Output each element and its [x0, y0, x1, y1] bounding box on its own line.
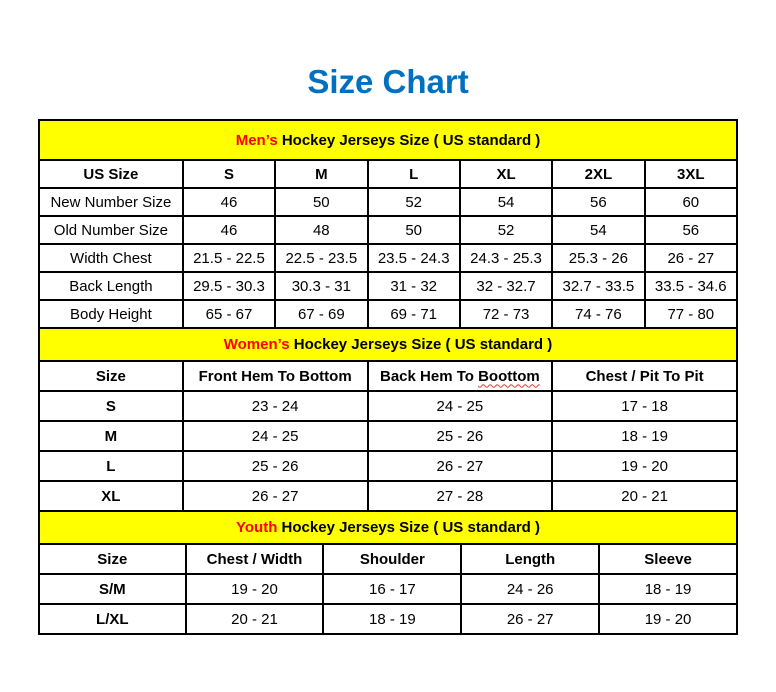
- womens-section-band: [39, 328, 737, 361]
- mens-size-table: [38, 119, 738, 329]
- column-header: 2XL: [552, 160, 644, 188]
- data-cell: 31 - 32: [368, 272, 460, 300]
- section-band-text: Hockey Jerseys Size ( US standard ): [277, 131, 541, 149]
- data-cell: 25 - 26: [368, 421, 553, 451]
- youth-size-table: [38, 510, 738, 635]
- data-cell: 17 - 18: [552, 391, 737, 421]
- data-cell: 26 - 27: [368, 451, 553, 481]
- table-row: [39, 188, 737, 216]
- column-header-row: [39, 160, 737, 188]
- column-header: XL: [460, 160, 552, 188]
- mens-section-band: [39, 120, 737, 160]
- table-row: [39, 481, 737, 511]
- misspelled-word: Boottom: [478, 367, 540, 385]
- row-label: Width Chest: [39, 244, 183, 272]
- section-accent-word: Women’s: [223, 336, 290, 353]
- data-cell: 21.5 - 22.5: [183, 244, 275, 272]
- data-cell: 24 - 25: [183, 421, 368, 451]
- data-cell: 18 - 19: [552, 421, 737, 451]
- data-cell: 65 - 67: [183, 300, 275, 328]
- table-row: [39, 421, 737, 451]
- column-header-text: Back Hem To: [380, 367, 479, 385]
- data-cell: 19 - 20: [552, 451, 737, 481]
- data-cell: 26 - 27: [461, 604, 599, 634]
- data-cell: 54: [552, 216, 644, 244]
- data-cell: 22.5 - 23.5: [275, 244, 367, 272]
- table-row: [39, 451, 737, 481]
- data-cell: 24 - 26: [461, 574, 599, 604]
- column-header: [368, 361, 553, 391]
- table-row: [39, 604, 737, 634]
- row-label: Old Number Size: [39, 216, 183, 244]
- data-cell: 23.5 - 24.3: [368, 244, 460, 272]
- column-header: L: [368, 160, 460, 188]
- data-cell: 33.5 - 34.6: [645, 272, 737, 300]
- page-title: Size Chart: [307, 63, 469, 100]
- data-cell: 26 - 27: [183, 481, 368, 511]
- data-cell: 52: [460, 216, 552, 244]
- data-cell: 46: [183, 216, 275, 244]
- data-cell: 67 - 69: [275, 300, 367, 328]
- table-row: [39, 272, 737, 300]
- data-cell: 26 - 27: [645, 244, 737, 272]
- row-label: New Number Size: [39, 188, 183, 216]
- data-cell: 25.3 - 26: [552, 244, 644, 272]
- data-cell: 54: [460, 188, 552, 216]
- data-cell: 24.3 - 25.3: [460, 244, 552, 272]
- table-row: [39, 574, 737, 604]
- row-label: L/XL: [39, 604, 186, 634]
- data-cell: 50: [275, 188, 367, 216]
- data-cell: 56: [645, 216, 737, 244]
- data-cell: 20 - 21: [186, 604, 324, 634]
- table-row: [39, 391, 737, 421]
- data-cell: 48: [275, 216, 367, 244]
- row-label: L: [39, 451, 183, 481]
- data-cell: 77 - 80: [645, 300, 737, 328]
- data-cell: 24 - 25: [368, 391, 553, 421]
- section-band-text: Hockey Jerseys Size ( US standard ): [277, 519, 540, 536]
- data-cell: 32 - 32.7: [460, 272, 552, 300]
- row-label: S/M: [39, 574, 186, 604]
- column-header: US Size: [39, 160, 183, 188]
- data-cell: 50: [368, 216, 460, 244]
- row-label: Body Height: [39, 300, 183, 328]
- row-label: M: [39, 421, 183, 451]
- size-chart: [38, 119, 738, 635]
- column-header: Sleeve: [599, 544, 737, 574]
- column-header: Chest / Width: [186, 544, 324, 574]
- section-band-row: [39, 120, 737, 160]
- table-row: [39, 244, 737, 272]
- row-label: Back Length: [39, 272, 183, 300]
- data-cell: 52: [368, 188, 460, 216]
- section-accent-word: Men’s: [235, 131, 278, 149]
- section-band-row: [39, 328, 737, 361]
- section-band-row: [39, 511, 737, 544]
- column-header: M: [275, 160, 367, 188]
- column-header: Size: [39, 544, 186, 574]
- youth-section-band: [39, 511, 737, 544]
- column-header: Length: [461, 544, 599, 574]
- data-cell: 27 - 28: [368, 481, 553, 511]
- table-row: [39, 216, 737, 244]
- data-cell: 23 - 24: [183, 391, 368, 421]
- section-band-text: Hockey Jerseys Size ( US standard ): [289, 336, 553, 353]
- data-cell: 16 - 17: [323, 574, 461, 604]
- table-row: [39, 300, 737, 328]
- womens-size-table: [38, 327, 738, 512]
- column-header: S: [183, 160, 275, 188]
- section-accent-word: Youth: [236, 519, 278, 536]
- row-label: XL: [39, 481, 183, 511]
- column-header-row: [39, 544, 737, 574]
- data-cell: 18 - 19: [599, 574, 737, 604]
- data-cell: 32.7 - 33.5: [552, 272, 644, 300]
- data-cell: 69 - 71: [368, 300, 460, 328]
- data-cell: 19 - 20: [599, 604, 737, 634]
- row-label: S: [39, 391, 183, 421]
- data-cell: 30.3 - 31: [275, 272, 367, 300]
- data-cell: 29.5 - 30.3: [183, 272, 275, 300]
- data-cell: 18 - 19: [323, 604, 461, 634]
- data-cell: 60: [645, 188, 737, 216]
- column-header: 3XL: [645, 160, 737, 188]
- column-header: Size: [39, 361, 183, 391]
- column-header: Front Hem To Bottom: [183, 361, 368, 391]
- data-cell: 46: [183, 188, 275, 216]
- data-cell: 72 - 73: [460, 300, 552, 328]
- column-header: Chest / Pit To Pit: [552, 361, 737, 391]
- column-header: Shoulder: [323, 544, 461, 574]
- data-cell: 20 - 21: [552, 481, 737, 511]
- data-cell: 56: [552, 188, 644, 216]
- data-cell: 19 - 20: [186, 574, 324, 604]
- column-header-row: [39, 361, 737, 391]
- data-cell: 25 - 26: [183, 451, 368, 481]
- data-cell: 74 - 76: [552, 300, 644, 328]
